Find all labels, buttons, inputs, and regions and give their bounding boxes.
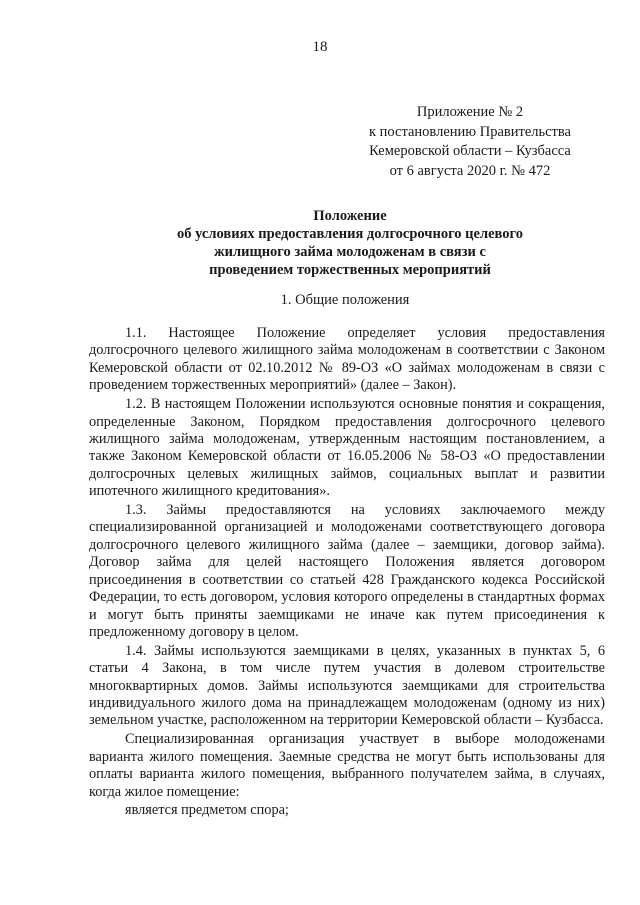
title-line: об условиях предоставления долгосрочного целевого (177, 226, 523, 242)
paragraph: 1.1. Настоящее Положение определяет условия предоставления долгосрочного целевого жилищного займа молодоженам в соответствии с Законом Кемеровской области от 02.10.2012 № 89-ОЗ «О займах молодоженам в связи с проведением торжественных мероприятий» (далее – Закон). (89, 325, 605, 394)
appendix-line: от 6 августа 2020 г. № 472 (389, 162, 551, 179)
paragraph: 1.4. Займы используются заемщиками в целях, указанных в пунктах 5, 6 статьи 4 Закона, в том числе путем участия в долевом строительстве многоквартирных домов. Займы используются заемщиками для строительства индивидуального жилого дома на принадлежащем молодоженам (одному из них) земельном участке, расположенном на территории Кемеровской области – Кузбасса. (89, 642, 605, 729)
document-title (90, 207, 610, 279)
paragraph: является предметом спора; (125, 802, 289, 819)
paragraph: 1.3. Займы предоставляются на условиях заключаемого между специализированной организацией и молодоженами соответствующего договора долгосрочного целевого жилищного займа (далее – заемщики, договор займа). Договор займа для целей настоящего Положения является договором присоединения в соответствии со статьей 428 Гражданского кодекса Российской Федерации, то есть договором, условия которого определены в стандартных формах и могут быть приняты заемщиками не иначе как путем присоединения к предложенному договору в целом. (89, 502, 605, 640)
title-line: проведением торжественных мероприятий (209, 262, 491, 278)
appendix-line: к постановлению Правительства (369, 123, 571, 140)
appendix-line: Приложение № 2 (416, 104, 524, 120)
paragraph: Специализированная организация участвует в выборе молодоженами варианта жилого помещения. Заемные средства не могут быть использованы для оплаты варианта жилого помещения, выбранного получателем займа, в случаях, когда жилое помещение: (89, 731, 605, 800)
page-number: 18 (312, 39, 328, 55)
paragraph: 1.2. В настоящем Положении используются основные понятия и сокращения, определенные Законом, Порядком предоставления долгосрочного целевого жилищного займа молодоженам, утвержденным настоящим постановлением, а также Законом Кемеровской области от 16.05.2006 № 58-ОЗ «О предоставлении долгосрочных целевых жилищных займов, социальных выплат и развитии ипотечного жилищного кредитования». (89, 396, 605, 500)
appendix-line: Кемеровской области – Кузбасса (369, 143, 571, 159)
title-line: Положение (313, 208, 387, 224)
appendix-block (340, 103, 600, 181)
title-line: жилищного займа молодоженам в связи с (214, 244, 486, 260)
body-text (89, 325, 605, 820)
section-heading: 1. Общие положения (280, 292, 410, 308)
